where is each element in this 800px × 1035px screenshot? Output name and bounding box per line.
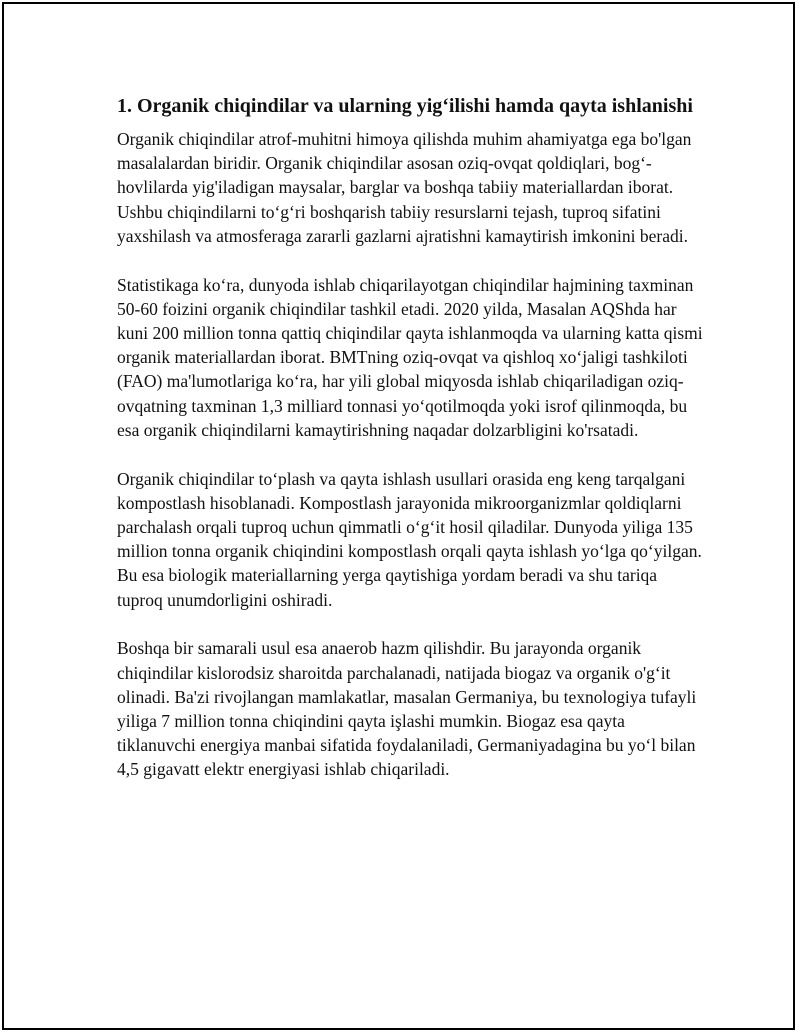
document-body	[117, 93, 707, 806]
paragraph-anaerobic-digestion: Boshqa bir samarali usul esa anaerob hazm qilishdir. Bu jarayonda organik chiqindilar kislorodsiz sharoitda parchalanadi, natijada biogaz va organik o'g‘it olinadi. Ba'zi rivojlangan mamlakatlar, masalan Germaniya, bu texnologiya tufayli yiliga 7 million tonna chiqindini qayta işlashi mumkin. Biogaz esa qayta tiklanuvchi energiya manbai sifatida foydalaniladi, Germaniyadagina bu yo‘l bilan 4,5 gigavatt elektr energiyasi ishlab chiqariladi.	[117, 638, 697, 780]
paragraph-composting: Organik chiqindilar to‘plash va qayta ishlash usullari orasida eng keng tarqalgani kompostlash hisoblanadi. Kompostlash jarayonida mikroorganizmlar qoldiqlarni parchalash orqali tuproq uchun qimmatli o‘g‘it hosil qiladilar. Dunyoda yiliga 135 million tonna organik chiqindini kompostlash orqali qayta ishlash yo‘lga qo‘yilgan. Bu esa biologik materiallarning yerga qaytishiga yordam beradi va shu tariqa tuproq unumdorligini oshiradi.	[117, 468, 702, 610]
paragraph-statistics: Statistikaga ko‘ra, dunyoda ishlab chiqarilayotgan chiqindilar hajmining taxminan 50-60 foizini organik chiqindilar tashkil etadi. 2020 yilda, Masalan AQShda har kuni 200 million tonna qattiq chiqindilar qayta ishlanmoqda va ularning katta qismi organik materiallardan iborat. BMTning oziq-ovqat va qishloq xo‘jaligi tashkiloti (FAO) ma'lumotlariga ko‘ra, har yili global miqyosda ishlab chiqariladigan oziq-ovqatning taxminan 1,3 milliard tonnasi yo‘qotilmoqda yoki isrof qilinmoqda, bu esa organik chiqindilarni kamaytirishning naqadar dolzarbligini ko'rsatadi.	[117, 274, 703, 440]
paragraph-intro: Organik chiqindilar atrof-muhitni himoya qilishda muhim ahamiyatga ega bo'lgan masalalardan biridir. Organik chiqindilar asosan oziq-ovqat qoldiqlari, bog‘-hovlilarda yig'iladigan maysalar, barglar va boshqa tabiiy materiallardan iborat. Ushbu chiqindilarni to‘g‘ri boshqarish tabiiy resurslarni tejash, tuproq sifatini yaxshilash va atmosferaga zararli gazlarni ajratishni kamaytirish imkonini beradi.	[117, 129, 692, 246]
section-heading: 1. Organik chiqindilar va ularning yig‘ilishi hamda qayta ishlanishi	[117, 95, 693, 117]
